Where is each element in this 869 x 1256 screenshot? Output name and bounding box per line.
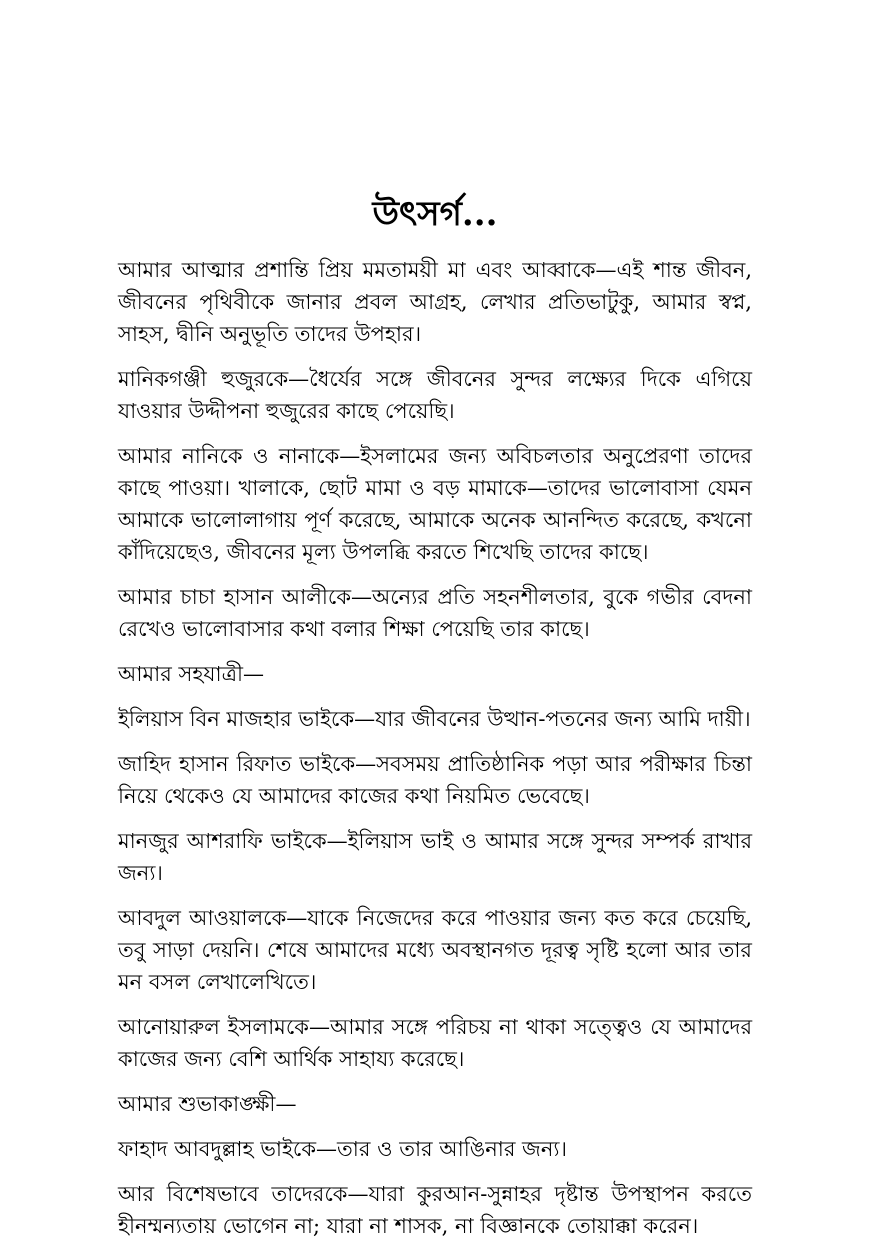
dedication-heading-wellwishers: আমার শুভাকাঙ্ক্ষী— (118, 1092, 297, 1116)
dedication-paragraph-special: আর বিশেষভাবে তাদেরকে—যারা কুরআন-সুন্নাহর দৃষ্টান্ত উপস্থাপন করতে হীনম্মন্যতায় ভোগেন না; যারা না শাসক, না বিজ্ঞানকে তোয়াক্কা করেন। (118, 1182, 752, 1238)
dedication-paragraph-uncle: আমার চাচা হাসান আলীকে—অন্যের প্রতি সহনশীলতার, বুকে গভীর বেদনা রেখেও ভালোবাসার কথা বলার শিক্ষা পেয়েছি তার কাছে। (118, 585, 752, 641)
dedication-heading-companions: আমার সহযাত্রী— (118, 662, 265, 686)
dedication-paragraph-parents: আমার আত্মার প্রশান্তি প্রিয় মমতাময়ী মা এবং আব্বাকে—এই শান্ত জীবন, জীবনের পৃথিবীকে জানার প্রবল আগ্রহ, লেখার প্রতিভাটুকু, আমার স্বপ্ন, সাহস, দ্বীনি অনুভূতি তাদের উপহার। (118, 258, 752, 346)
dedication-paragraph-ilias: ইলিয়াস বিন মাজহার ভাইকে—যার জীবনের উত্থান-পতনের জন্য আমি দায়ী। (118, 707, 751, 731)
dedication-title: উৎসর্গ... (372, 194, 498, 234)
dedication-paragraph-fahad: ফাহাদ আবদুল্লাহ ভাইকে—তার ও তার আঙিনার জন্য। (118, 1137, 567, 1161)
dedication-paragraph-manjur: মানজুর আশরাফি ভাইকে—ইলিয়াস ভাই ও আমার সঙ্গে সুন্দর সম্পর্ক রাখার জন্য। (118, 829, 752, 885)
dedication-paragraph-zahid: জাহিদ হাসান রিফাত ভাইকে—সবসময় প্রাতিষ্ঠানিক পড়া আর পরীক্ষার চিন্তা নিয়ে থেকেও যে আমাদের কাজের কথা নিয়মিত ভেবেছে। (118, 752, 752, 808)
dedication-paragraph-anwarul: আনোয়ারুল ইসলামকে—আমার সঙ্গে পরিচয় না থাকা সত্ত্বেও যে আমাদের কাজের জন্য বেশি আর্থিক সাহায্য করেছে। (118, 1015, 752, 1071)
dedication-paragraph-grandparents: আমার নানিকে ও নানাকে—ইসলামের জন্য অবিচলতার অনুপ্রেরণা তাদের কাছে পাওয়া। খালাকে, ছোট মামা ও বড় মামাকে—তাদের ভালোবাসা যেমন আমাকে ভালোলাগায় পূর্ণ করেছে, আমাকে অনেক আনন্দিত করেছে, কখনো কাঁদিয়েছেও, জীবনের মূল্য উপলব্ধি করতে শিখেছি তাদের কাছে। (118, 444, 752, 564)
dedication-paragraph-abdul-awal: আবদুল আওয়ালকে—যাকে নিজেদের করে পাওয়ার জন্য কত করে চেয়েছি, তবু সাড়া দেয়নি। শেষে আমাদের মধ্যে অবস্থানগত দূরত্ব সৃষ্টি হলো আর তার মন বসল লেখালেখিতে। (118, 906, 752, 994)
dedication-page (118, 190, 752, 1255)
dedication-paragraph-manikganji: মানিকগঞ্জী হুজুরকে—ধৈর্যের সঙ্গে জীবনের সুন্দর লক্ষ্যের দিকে এগিয়ে যাওয়ার উদ্দীপনা হুজুরের কাছে পেয়েছি। (118, 367, 752, 423)
